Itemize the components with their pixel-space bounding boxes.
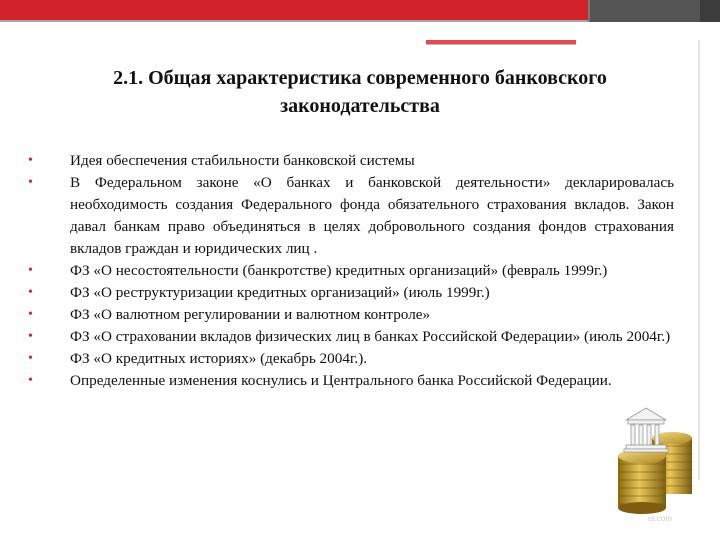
slide-title-line1: 2.1. Общая характеристика современного банковского bbox=[113, 67, 607, 89]
list-item: • Определенные изменения коснулись и Центрального банка Российской Федерации. bbox=[22, 370, 674, 392]
list-item: • ФЗ «О реструктуризации кредитных организаций» (июль 1999г.) bbox=[22, 282, 674, 304]
list-item: • ФЗ «О страховании вкладов физических лиц в банках Российской Федерации» (июль 2004г.) bbox=[22, 326, 674, 348]
slide-title bbox=[20, 64, 700, 120]
bank-coins-illustration bbox=[612, 398, 700, 520]
coin-stack-front bbox=[618, 449, 666, 514]
slide-title-line2: законодательства bbox=[280, 95, 440, 117]
title-accent-underline bbox=[426, 44, 576, 45]
list-item: • ФЗ «О валютном регулировании и валютном контроле» bbox=[22, 304, 674, 326]
list-item: • ФЗ «О несостоятельности (банкротстве) кредитных организаций» (февраль 1999г.) bbox=[22, 260, 674, 282]
watermark: rs.com bbox=[648, 514, 672, 523]
top-decorative-band bbox=[0, 0, 720, 22]
bank-building-icon bbox=[624, 408, 668, 452]
list-item: • В Федеральном законе «О банках и банковской деятельности» декларировалась необходимость создания Федерального фонда обязательного страхования вкладов. Закон давал банкам право объединяться в целях добровольного создания фондов страхования вкладов граждан и юридических лиц . bbox=[22, 172, 674, 260]
bullet-list bbox=[22, 150, 674, 392]
list-item: • Идея обеспечения стабильности банковской системы bbox=[22, 150, 674, 172]
list-item: • ФЗ «О кредитных историях» (декабрь 2004г.). bbox=[22, 348, 674, 370]
top-gray-tab bbox=[588, 0, 700, 22]
